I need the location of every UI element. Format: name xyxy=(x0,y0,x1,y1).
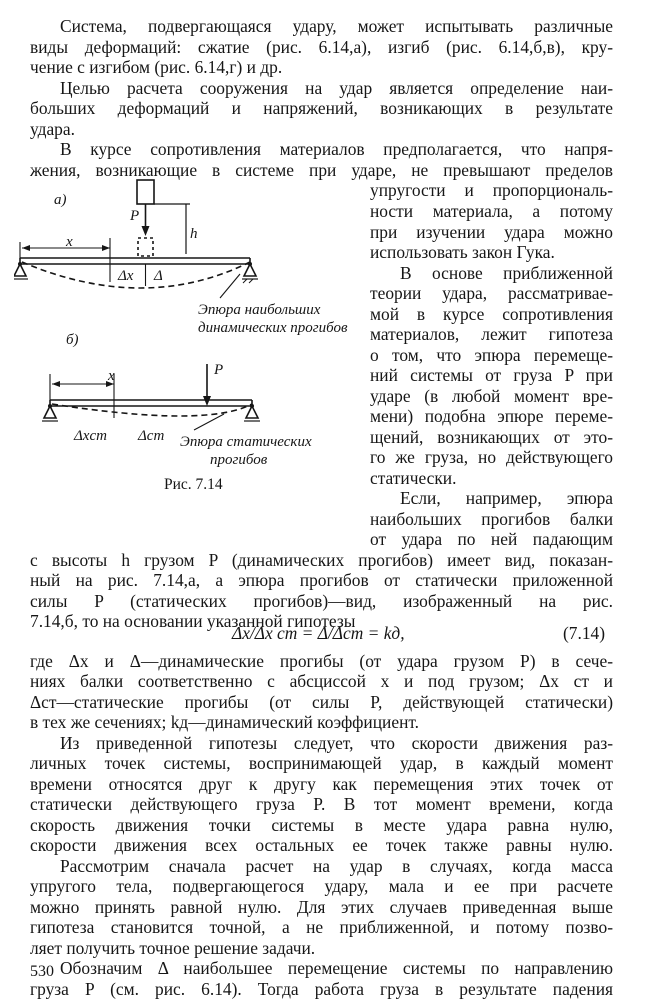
weight-impact-position-icon xyxy=(138,238,153,256)
text-line: в тех же сечениях; kд—динамический коэффициент. xyxy=(30,712,420,732)
text-line: теории удара, рассматривае- xyxy=(370,283,613,303)
text-line: Рассмотрим сначала расчет на удар в случаях, когда масса xyxy=(60,856,613,876)
delta-st-label: Δст xyxy=(138,428,165,444)
text-line: ный на рис. 7.14,а, а эпюра прогибов от статически приложенной xyxy=(30,570,613,590)
text-line: скорость движения точки системы в месте удара равна нулю, xyxy=(30,815,613,835)
text-line: го же груза, но действующего xyxy=(370,447,613,467)
text-line: ности материала, а потому xyxy=(370,201,613,221)
text-line: статически действующего груза P. В тот момент времени, когда xyxy=(30,794,613,814)
text-line: жения, возникающие в системе при ударе, не превышают пределов xyxy=(30,160,613,180)
equation-number: (7.14) xyxy=(563,623,606,643)
height-label: h xyxy=(190,226,198,242)
text-line: упругого тела, подвергающегося удару, мала и ее при расчете xyxy=(30,876,613,896)
text-line: больших деформаций и напряжений, возникающих в результате xyxy=(30,98,613,118)
text-line: силы P (статических прогибов)—вид, изображенный на рис. xyxy=(30,591,613,611)
text-line: В курсе сопротивления материалов предполагается, что напря- xyxy=(60,139,613,159)
text-line: Целью расчета сооружения на удар является определение наи- xyxy=(60,78,613,98)
text-line: В основе приближенной xyxy=(400,263,613,283)
text-line: материалов, лежит гипотеза xyxy=(370,324,613,344)
text-line: Система, подвергающаяся удару, может испытывать различные xyxy=(60,16,613,36)
falling-weight-icon xyxy=(137,180,154,204)
text-line: можно принять равной нулю. Для этих случаев приведенная выше xyxy=(30,897,613,917)
text-line: гипотеза становится точной, а не приближенной, и потому позво- xyxy=(30,917,613,937)
figure-caption: Рис. 7.14 xyxy=(164,476,223,493)
force-label-b: P xyxy=(214,362,224,378)
text-line: где Δx и Δ—динамические прогибы (от удара грузом P) в сече- xyxy=(30,651,613,671)
delta-x-label: Δx xyxy=(118,268,134,284)
text-line: Обозначим Δ наибольшее перемещение системы по направлению xyxy=(60,958,613,978)
abscissa-label-b: x xyxy=(108,368,115,384)
text-line: ниях балки соответственно с абсциссой x и под грузом; Δx ст и xyxy=(30,671,613,691)
text-line: ударе (в любой момент вре- xyxy=(370,386,613,406)
dynamic-diagram-label-2: динамических прогибов xyxy=(198,320,348,336)
text-line: ляет получить точное решение задачи. xyxy=(30,938,316,958)
text-line: ний системы от груза P при xyxy=(370,365,613,385)
delta-label: Δ xyxy=(154,268,163,284)
text-line: от удара по ней падающим xyxy=(370,529,613,549)
arrowhead-b xyxy=(203,396,211,406)
text-line: личных точек системы, воспринимающей удар, в каждый момент xyxy=(30,753,613,773)
equation-formula: Δx/Δx ст = Δ/Δст = kд, xyxy=(232,623,405,643)
figure-7-14 xyxy=(14,178,374,502)
text-line: времени относятся друг к другу как перемещения этих точек от xyxy=(30,774,613,794)
text-line: Δст—статические прогибы (от силы P, действующей статически) xyxy=(30,692,613,712)
force-label-a: P xyxy=(130,208,140,224)
text-line: 7.14,б, то на основании указанной гипотезы xyxy=(30,611,356,631)
text-line: статически. xyxy=(370,468,457,488)
static-diagram-label-2: прогибов xyxy=(210,452,268,468)
text-line: виды деформаций: сжатие (рис. 6.14,а), изгиб (рис. 6.14,б,в), кру- xyxy=(30,37,613,57)
panel-a-label: а) xyxy=(54,192,67,208)
page-number: 530 xyxy=(30,963,54,980)
dynamic-deflection-curve xyxy=(22,262,250,288)
text-line: мой в курсе сопротивления xyxy=(370,304,613,324)
text-line: наибольших прогибов балки xyxy=(370,509,613,529)
static-diagram-label-1: Эпюра статических xyxy=(180,434,312,450)
text-line: Из приведенной гипотезы следует, что скорости движения раз- xyxy=(60,733,613,753)
text-line: упругости и пропорциональ- xyxy=(370,180,613,200)
equation-7-14 xyxy=(232,622,405,644)
text-line: о том, что эпюра перемеще- xyxy=(370,345,613,365)
dynamic-diagram-label-1: Эпюра наибольших xyxy=(198,302,321,318)
abscissa-label-a: x xyxy=(66,234,73,250)
arrowhead-a xyxy=(142,226,150,236)
text-line: при изучении удара можно xyxy=(370,222,613,242)
delta-x-st-label: Δxст xyxy=(74,428,107,444)
text-line: скорости движения всех остальных ее точек также равны нулю. xyxy=(30,835,613,855)
text-line: чение с изгибом (рис. 6.14,г) и др. xyxy=(30,57,283,77)
text-line: щений, возникающих от это- xyxy=(370,427,613,447)
text-line: с высоты h грузом P (динамических прогибов) имеет вид, показан- xyxy=(30,550,613,570)
text-line: удара. xyxy=(30,119,75,139)
text-line: Если, например, эпюра xyxy=(400,488,613,508)
text-line: использовать закон Гука. xyxy=(370,242,555,262)
text-line: мени) подобна эпюре переме- xyxy=(370,406,613,426)
panel-b-label: б) xyxy=(66,332,79,348)
text-line: груза P (см. рис. 6.14). Тогда работа груза в результате падения xyxy=(30,979,613,999)
